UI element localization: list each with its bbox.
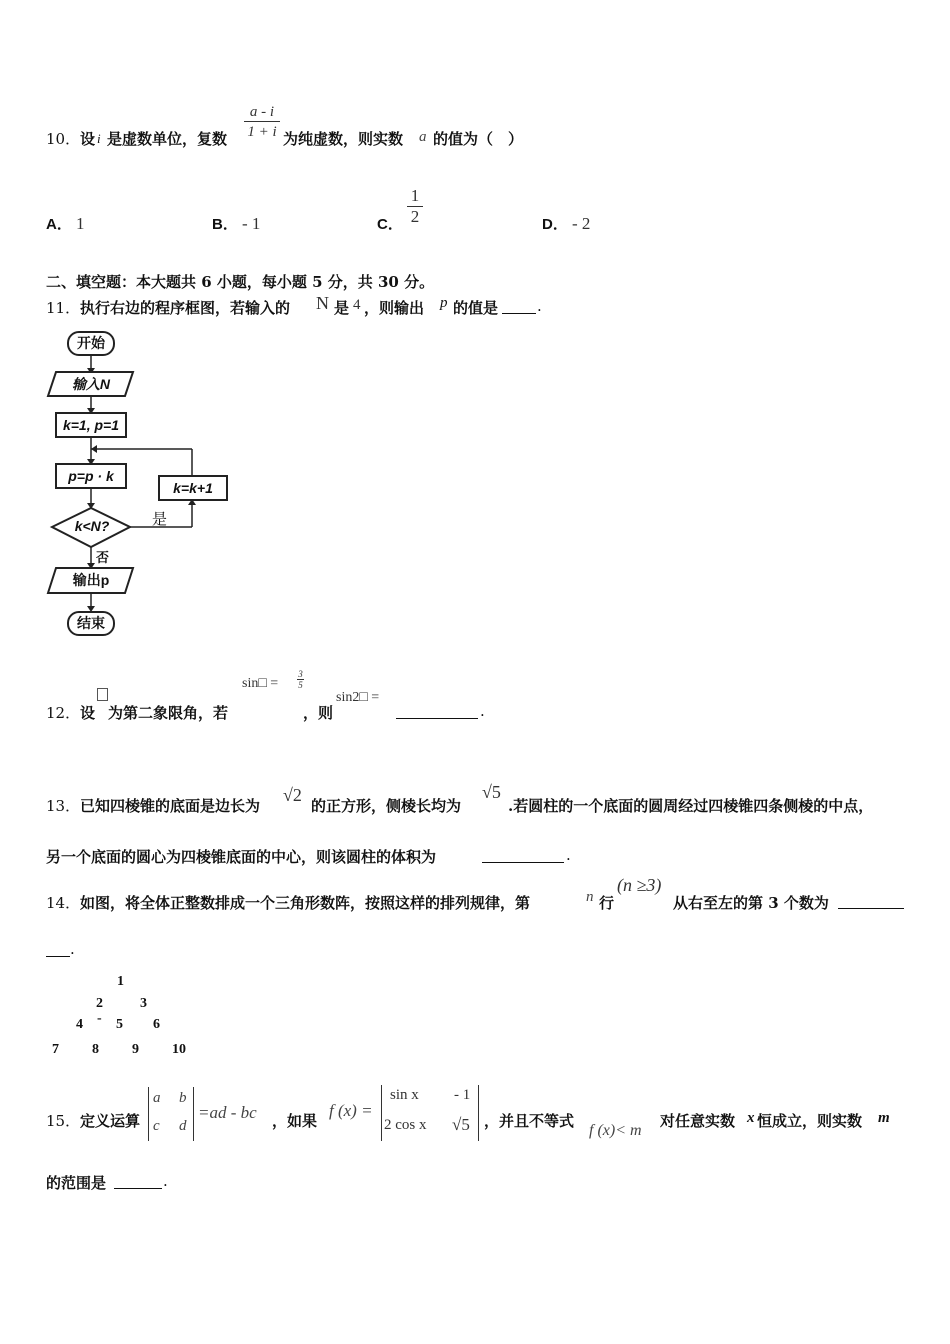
det-rhs: =ad - bc xyxy=(198,1103,257,1122)
denominator: 2 xyxy=(407,206,423,227)
question-text: 的值为（ ） xyxy=(433,130,524,148)
math-var: x xyxy=(747,1110,755,1126)
question-text: ，则 xyxy=(303,704,334,722)
question-text: 的值是 xyxy=(453,299,499,317)
triangle-number: 2 xyxy=(96,996,103,1011)
section-heading: 二、填空题：本大题共 6 小题，每小题 5 分，共 30 分。 xyxy=(46,273,435,291)
math-var: i xyxy=(97,131,101,146)
math-var: n xyxy=(586,889,594,905)
option-a-value: 1 xyxy=(76,214,85,233)
question-text: .若圆柱的一个底面的圆周经过四棱锥四条侧棱的中点， xyxy=(508,797,874,815)
question-text: 是虚数单位，复数 xyxy=(107,130,228,148)
inequality: f (x)< m xyxy=(589,1122,642,1139)
fraction xyxy=(297,669,304,690)
det-entry: √5 xyxy=(452,1115,470,1134)
math-var: m xyxy=(878,1110,890,1126)
det-entry: c xyxy=(153,1118,160,1134)
missing-glyph-box xyxy=(97,688,108,701)
flow-end: 结束 xyxy=(67,611,115,636)
numerator: a - i xyxy=(249,104,275,120)
question-text: ，如果 xyxy=(272,1112,318,1130)
question-number: 13． xyxy=(46,797,81,815)
question-text: 对任意实数 xyxy=(660,1112,736,1130)
determinant-fx xyxy=(381,1085,479,1141)
det-entry: - 1 xyxy=(454,1087,471,1103)
question-text: 从右至左的第 3 个数为 xyxy=(673,894,829,912)
answer-blank-line2 xyxy=(46,940,70,957)
numerator: 1 xyxy=(410,186,420,205)
question-text: 的正方形，侧棱长均为 xyxy=(311,797,462,815)
option-d-value: - 2 xyxy=(572,214,591,233)
math-var: a xyxy=(419,129,427,145)
det-entry: d xyxy=(179,1118,187,1134)
question-text: 的范围是 xyxy=(46,1174,107,1192)
question-text: 如图，将全体正整数排成一个三角形数阵，按照这样的排列规律，第 xyxy=(80,894,531,912)
flow-start: 开始 xyxy=(67,331,115,356)
triangle-number: 10 xyxy=(172,1042,186,1057)
question-text: 行 xyxy=(599,894,615,912)
flow-input: 输入N xyxy=(71,376,111,392)
question-number: 15． xyxy=(46,1112,81,1130)
math-num: 4 xyxy=(353,297,361,313)
question-text: 执行右边的程序框图，若输入的 xyxy=(80,299,291,317)
answer-blank xyxy=(114,1172,162,1189)
question-text: ，并且不等式 xyxy=(484,1112,575,1130)
flow-decision: k<N? xyxy=(74,518,110,534)
triangle-dash: - xyxy=(97,1011,102,1026)
question-text: 为纯虚数，则实数 xyxy=(283,130,404,148)
triangle-number: 4 xyxy=(76,1017,83,1032)
fx-label: f (x) = xyxy=(329,1101,373,1120)
flow-update-k: k=k+1 xyxy=(158,475,228,501)
flow-yes-label: 是 xyxy=(152,510,168,528)
triangle-number: 5 xyxy=(116,1017,123,1032)
triangle-number: 3 xyxy=(140,996,147,1011)
flow-no-label: 否 xyxy=(96,551,110,566)
question-text: 恒成立，则实数 xyxy=(757,1112,863,1130)
det-entry: b xyxy=(179,1090,187,1106)
option-c-fraction xyxy=(407,186,423,227)
triangle-number: 6 xyxy=(153,1017,160,1032)
option-b-label: B． xyxy=(212,216,238,233)
triangle-number: 8 xyxy=(92,1042,99,1057)
flow-update-p: p=p · k xyxy=(55,463,127,489)
question-text: 设 xyxy=(80,130,96,148)
question-text: 设 xyxy=(80,704,96,722)
question-number: 11． xyxy=(46,299,81,317)
denominator: 5 xyxy=(298,680,303,690)
question-number: 14． xyxy=(46,894,81,912)
flow-init: k=1, p=1 xyxy=(55,412,127,438)
sin2-expression: sin2□ = xyxy=(336,690,380,705)
math-var: N xyxy=(316,293,329,313)
question-text: 为第二象限角，若 xyxy=(108,704,229,722)
det-entry: 2 cos x xyxy=(384,1117,427,1133)
sin-expression: sin□ = xyxy=(242,676,279,691)
sqrt-2: √2 xyxy=(283,785,302,805)
option-a-label: A． xyxy=(46,216,72,233)
answer-blank xyxy=(396,702,478,719)
triangle-number: 7 xyxy=(52,1042,59,1057)
question-text: ，则输出 xyxy=(364,299,425,317)
det-entry: a xyxy=(153,1090,161,1106)
condition: (n ≥3) xyxy=(617,875,662,895)
question-text: 定义运算 xyxy=(80,1112,141,1130)
question-number: 10． xyxy=(46,130,81,148)
numerator: 3 xyxy=(298,669,303,679)
determinant-definition xyxy=(148,1087,194,1141)
det-entry: sin x xyxy=(390,1087,419,1103)
period: . xyxy=(163,1172,168,1190)
triangle-number: 1 xyxy=(117,974,124,989)
math-var: p xyxy=(440,295,448,311)
fraction xyxy=(244,104,280,141)
question-text: 已知四棱锥的底面是边长为 xyxy=(80,797,261,815)
answer-blank xyxy=(482,846,564,863)
answer-blank-line1 xyxy=(838,892,904,909)
flow-output: 输出p xyxy=(72,572,110,588)
option-b-value: - 1 xyxy=(242,214,261,233)
sqrt-5: √5 xyxy=(482,782,501,802)
period: . xyxy=(480,702,485,720)
period: . xyxy=(70,940,75,958)
triangle-number: 9 xyxy=(132,1042,139,1057)
answer-blank xyxy=(502,297,536,314)
period: . xyxy=(566,846,571,864)
question-text: 另一个底面的圆心为四棱锥底面的中心，则该圆柱的体积为 xyxy=(46,848,437,866)
question-text: 是 xyxy=(334,299,350,317)
period: . xyxy=(537,297,542,315)
option-c-label: C． xyxy=(377,216,403,233)
denominator: 1 + i xyxy=(244,121,280,141)
question-number: 12． xyxy=(46,704,81,722)
option-d-label: D． xyxy=(542,216,568,233)
